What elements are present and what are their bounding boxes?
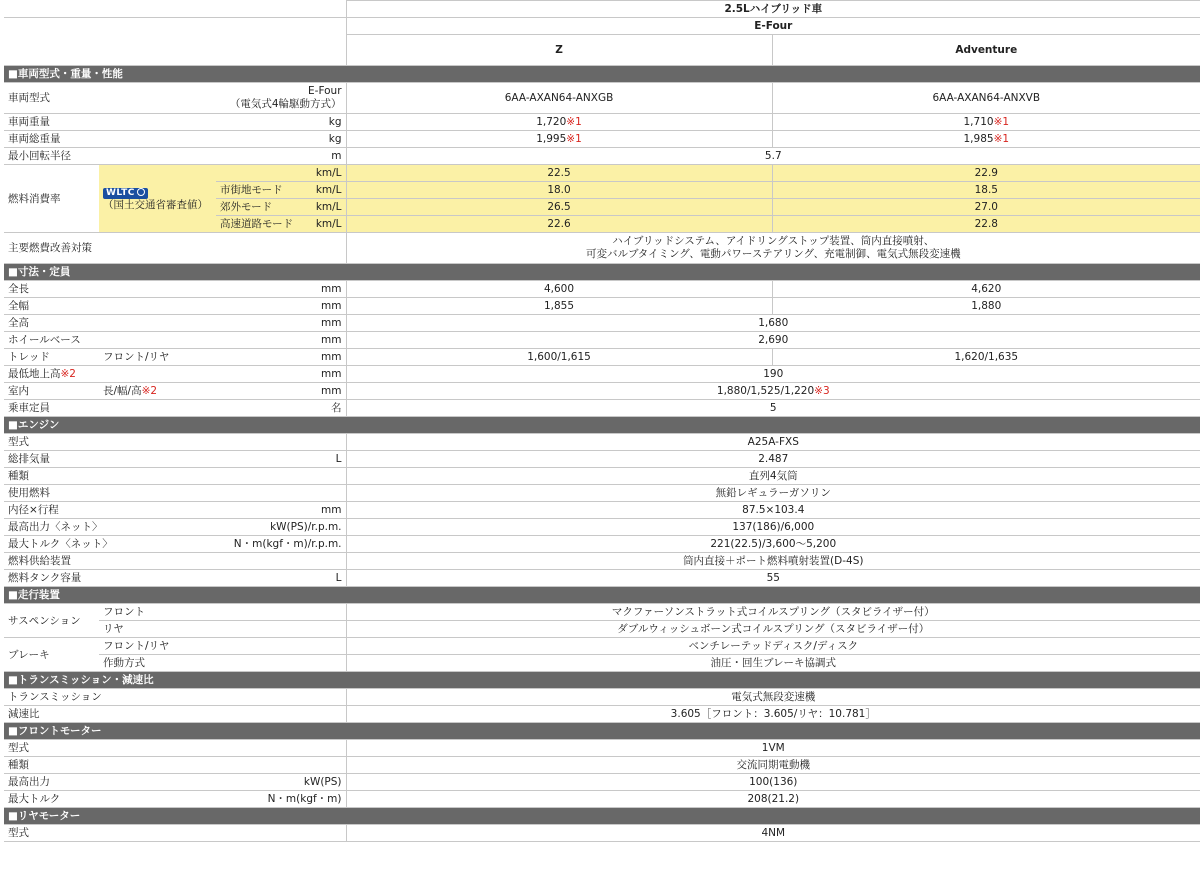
engine-unit xyxy=(216,468,346,485)
engine-unit: L xyxy=(216,570,346,587)
ratio-value: 3.605［フロント：3.605/リヤ：10.781］ xyxy=(346,706,1200,723)
front-motor-label: 最大トルク xyxy=(4,791,216,808)
engine-label: 型式 xyxy=(4,434,216,451)
model-adventure: 6AA-AXAN64-ANXVB xyxy=(772,83,1200,114)
measures-line-1: ハイブリッドシステム、アイドリングストップ装置、筒内直接噴射、 xyxy=(612,235,935,247)
weight-unit: kg xyxy=(216,114,346,131)
ground-label-text: 最低地上高 xyxy=(8,368,61,380)
measures-value xyxy=(346,233,1200,264)
fuel-mode-3 xyxy=(216,216,346,233)
row-suspension-front xyxy=(4,604,1200,621)
engine-unit xyxy=(216,434,346,451)
front-motor-row xyxy=(4,774,1200,791)
section-vehicle: ■車両型式・重量・性能 xyxy=(4,66,1200,83)
suspension-rear-value: ダブルウィッシュボーン式コイルスプリング（スタビライザー付） xyxy=(346,621,1200,638)
height-unit: mm xyxy=(216,315,346,332)
gross-adv-note: ※1 xyxy=(993,133,1010,145)
wheelbase-value: 2,690 xyxy=(346,332,1200,349)
front-motor-label: 最高出力 xyxy=(4,774,216,791)
engine-value: 無鉛レギュラーガソリン xyxy=(346,485,1200,502)
engine-value: 55 xyxy=(346,570,1200,587)
tread-label: トレッド xyxy=(4,349,99,366)
front-motor-value: 100(136) xyxy=(346,774,1200,791)
transmission-value: 電気式無段変速機 xyxy=(346,689,1200,706)
width-z: 1,855 xyxy=(346,298,772,315)
header-row-drive xyxy=(4,18,1200,35)
row-transmission xyxy=(4,689,1200,706)
gross-z xyxy=(346,131,772,148)
interior-unit: mm xyxy=(216,383,346,400)
fuel-adv-1: 18.5 xyxy=(772,182,1200,199)
ground-note: ※2 xyxy=(60,368,76,380)
front-motor-unit: kW(PS) xyxy=(216,774,346,791)
front-motor-value: 交流同期電動機 xyxy=(346,757,1200,774)
engine-unit: kW(PS)/r.p.m. xyxy=(216,519,346,536)
engine-unit xyxy=(216,485,346,502)
interior-sub-text: 長/幅/高 xyxy=(103,385,142,397)
row-rear-motor-type xyxy=(4,825,1200,842)
engine-label: 最高出力〈ネット〉 xyxy=(4,519,216,536)
engine-unit: L xyxy=(216,451,346,468)
ground-unit: mm xyxy=(216,366,346,383)
fuel-label: 燃料消費率 xyxy=(4,165,99,233)
brake-fr-sub: フロント/リヤ xyxy=(99,638,346,655)
interior-value xyxy=(346,383,1200,400)
turn-unit: m xyxy=(216,148,346,165)
engine-value: 137(186)/6,000 xyxy=(346,519,1200,536)
row-brake-operation xyxy=(4,655,1200,672)
header-engine-type: 2.5Lハイブリッド車 xyxy=(346,1,1200,18)
engine-label: 燃料タンク容量 xyxy=(4,570,216,587)
ground-label xyxy=(4,366,216,383)
engine-label: 内径×行程 xyxy=(4,502,216,519)
fuel-mode-unit-0: km/L xyxy=(216,165,346,182)
length-unit: mm xyxy=(216,281,346,298)
engine-row xyxy=(4,519,1200,536)
front-motor-label: 種類 xyxy=(4,757,216,774)
model-label: 車両型式 xyxy=(4,83,216,114)
engine-unit: N・m(kgf・m)/r.p.m. xyxy=(216,536,346,553)
engine-label: 種類 xyxy=(4,468,216,485)
engine-row xyxy=(4,468,1200,485)
section-rear-motor: ■リヤモーター xyxy=(4,808,1200,825)
measures-label: 主要燃費改善対策 xyxy=(4,233,346,264)
row-tread xyxy=(4,349,1200,366)
row-length xyxy=(4,281,1200,298)
weight-z xyxy=(346,114,772,131)
gross-label: 車両総重量 xyxy=(4,131,216,148)
engine-row xyxy=(4,536,1200,553)
row-model xyxy=(4,83,1200,114)
fuel-adv-3: 22.8 xyxy=(772,216,1200,233)
model-sub-method: （電気式4輪駆動方式） xyxy=(229,98,342,110)
fuel-z-3: 22.6 xyxy=(346,216,772,233)
front-motor-unit xyxy=(216,740,346,757)
row-fuel-measures xyxy=(4,233,1200,264)
interior-value-text: 1,880/1,525/1,220 xyxy=(716,385,815,397)
fuel-mode-name-3: 高速道路モード xyxy=(220,218,294,230)
height-label: 全高 xyxy=(4,315,216,332)
fuel-adv-0: 22.9 xyxy=(772,165,1200,182)
wheelbase-label: ホイールベース xyxy=(4,332,216,349)
capacity-value: 5 xyxy=(346,400,1200,417)
suspension-front-sub: フロント xyxy=(99,604,346,621)
row-gross-weight xyxy=(4,131,1200,148)
row-interior xyxy=(4,383,1200,400)
engine-label: 総排気量 xyxy=(4,451,216,468)
suspension-label: サスペンション xyxy=(4,604,99,638)
width-adventure: 1,880 xyxy=(772,298,1200,315)
engine-value: 2.487 xyxy=(346,451,1200,468)
interior-sub xyxy=(99,383,216,400)
interior-value-note: ※3 xyxy=(814,385,830,397)
row-wheelbase xyxy=(4,332,1200,349)
fuel-mode-name-2: 郊外モード xyxy=(220,201,273,213)
fuel-mode-1 xyxy=(216,182,346,199)
tread-unit: mm xyxy=(216,349,346,366)
engine-label: 最大トルク〈ネット〉 xyxy=(4,536,216,553)
engine-unit: mm xyxy=(216,502,346,519)
weight-adv-note: ※1 xyxy=(993,116,1010,128)
header-grade-z: Z xyxy=(346,35,772,66)
row-weight xyxy=(4,114,1200,131)
front-motor-value: 1VM xyxy=(346,740,1200,757)
row-height xyxy=(4,315,1200,332)
engine-value: 87.5×103.4 xyxy=(346,502,1200,519)
fuel-z-2: 26.5 xyxy=(346,199,772,216)
tread-z: 1,600/1,615 xyxy=(346,349,772,366)
section-transmission: ■トランスミッション・減速比 xyxy=(4,672,1200,689)
fuel-z-1: 18.0 xyxy=(346,182,772,199)
ratio-label: 減速比 xyxy=(4,706,346,723)
front-motor-unit: N・m(kgf・m) xyxy=(216,791,346,808)
brake-label: ブレーキ xyxy=(4,638,99,672)
wltc-note: （国土交通省審査値） xyxy=(103,198,208,211)
capacity-label: 乗車定員 xyxy=(4,400,216,417)
engine-value: 221(22.5)/3,600～5,200 xyxy=(346,536,1200,553)
length-adventure: 4,620 xyxy=(772,281,1200,298)
suspension-front-value: マクファーソンストラット式コイルスプリング（スタビライザー付） xyxy=(346,604,1200,621)
model-sub-drive: E-Four xyxy=(308,85,342,97)
engine-value: 筒内直接＋ポート燃料噴射装置(D-4S) xyxy=(346,553,1200,570)
engine-row xyxy=(4,553,1200,570)
rear-motor-type-value: 4NM xyxy=(346,825,1200,842)
width-label: 全幅 xyxy=(4,298,216,315)
brake-op-value: 油圧・回生ブレーキ協調式 xyxy=(346,655,1200,672)
row-fuel-0 xyxy=(4,165,1200,182)
wltc-cell xyxy=(99,165,216,233)
weight-z-value: 1,720 xyxy=(536,116,567,128)
front-motor-row xyxy=(4,757,1200,774)
engine-value: 直列4気筒 xyxy=(346,468,1200,485)
front-motor-label: 型式 xyxy=(4,740,216,757)
gross-adventure xyxy=(772,131,1200,148)
front-motor-row xyxy=(4,791,1200,808)
engine-row xyxy=(4,434,1200,451)
transmission-label: トランスミッション xyxy=(4,689,346,706)
row-brake-type xyxy=(4,638,1200,655)
front-motor-unit xyxy=(216,757,346,774)
header-row-engine-type xyxy=(4,1,1200,18)
engine-row xyxy=(4,570,1200,587)
gross-z-value: 1,995 xyxy=(536,133,567,145)
tread-adventure: 1,620/1,635 xyxy=(772,349,1200,366)
brake-fr-value: ベンチレーテッドディスク/ディスク xyxy=(346,638,1200,655)
engine-row xyxy=(4,451,1200,468)
engine-label: 燃料供給装置 xyxy=(4,553,216,570)
brake-op-sub: 作動方式 xyxy=(99,655,346,672)
row-turning-radius xyxy=(4,148,1200,165)
turn-label: 最小回転半径 xyxy=(4,148,216,165)
fuel-z-0: 22.5 xyxy=(346,165,772,182)
fuel-mode-unit-1: km/L xyxy=(315,184,342,196)
measures-line-2: 可変バルブタイミング、電動パワーステアリング、充電制御、電気式無段変速機 xyxy=(585,248,961,260)
row-ground-clearance xyxy=(4,366,1200,383)
spec-table xyxy=(4,0,1200,842)
height-value: 1,680 xyxy=(346,315,1200,332)
fuel-mode-unit-3: km/L xyxy=(315,218,342,230)
fuel-adv-2: 27.0 xyxy=(772,199,1200,216)
length-z: 4,600 xyxy=(346,281,772,298)
gross-z-note: ※1 xyxy=(566,133,582,145)
section-running-gear: ■走行装置 xyxy=(4,587,1200,604)
fuel-mode-name-1: 市街地モード xyxy=(220,184,283,196)
engine-row xyxy=(4,485,1200,502)
turn-value: 5.7 xyxy=(346,148,1200,165)
ground-value: 190 xyxy=(346,366,1200,383)
length-label: 全長 xyxy=(4,281,216,298)
rear-motor-type-label: 型式 xyxy=(4,825,346,842)
section-dimensions: ■寸法・定員 xyxy=(4,264,1200,281)
row-suspension-rear xyxy=(4,621,1200,638)
weight-z-note: ※1 xyxy=(566,116,582,128)
gross-adv-value: 1,985 xyxy=(963,133,994,145)
fuel-mode-2 xyxy=(216,199,346,216)
section-engine: ■エンジン xyxy=(4,417,1200,434)
engine-unit xyxy=(216,553,346,570)
weight-adventure xyxy=(772,114,1200,131)
header-drive: E-Four xyxy=(346,18,1200,35)
front-motor-row xyxy=(4,740,1200,757)
tread-sub: フロント/リヤ xyxy=(99,349,216,366)
capacity-unit: 名 xyxy=(216,400,346,417)
engine-row xyxy=(4,502,1200,519)
row-capacity xyxy=(4,400,1200,417)
interior-sub-note: ※2 xyxy=(141,385,158,397)
row-width xyxy=(4,298,1200,315)
weight-label: 車両重量 xyxy=(4,114,216,131)
wltc-loop-icon xyxy=(137,188,145,196)
row-ratio xyxy=(4,706,1200,723)
model-z: 6AA-AXAN64-ANXGB xyxy=(346,83,772,114)
model-drive-sub xyxy=(216,83,346,114)
suspension-rear-sub: リヤ xyxy=(99,621,346,638)
fuel-mode-unit-2: km/L xyxy=(315,201,342,213)
interior-label: 室内 xyxy=(4,383,99,400)
engine-label: 使用燃料 xyxy=(4,485,216,502)
header-grade-adventure: Adventure xyxy=(772,35,1200,66)
section-front-motor: ■フロントモーター xyxy=(4,723,1200,740)
wheelbase-unit: mm xyxy=(216,332,346,349)
front-motor-value: 208(21.2) xyxy=(346,791,1200,808)
gross-unit: kg xyxy=(216,131,346,148)
width-unit: mm xyxy=(216,298,346,315)
header-row-grades xyxy=(4,35,1200,66)
wltc-badge xyxy=(103,188,148,199)
weight-adv-value: 1,710 xyxy=(963,116,994,128)
wltc-badge-text: WLTC xyxy=(106,187,135,198)
engine-value: A25A-FXS xyxy=(346,434,1200,451)
